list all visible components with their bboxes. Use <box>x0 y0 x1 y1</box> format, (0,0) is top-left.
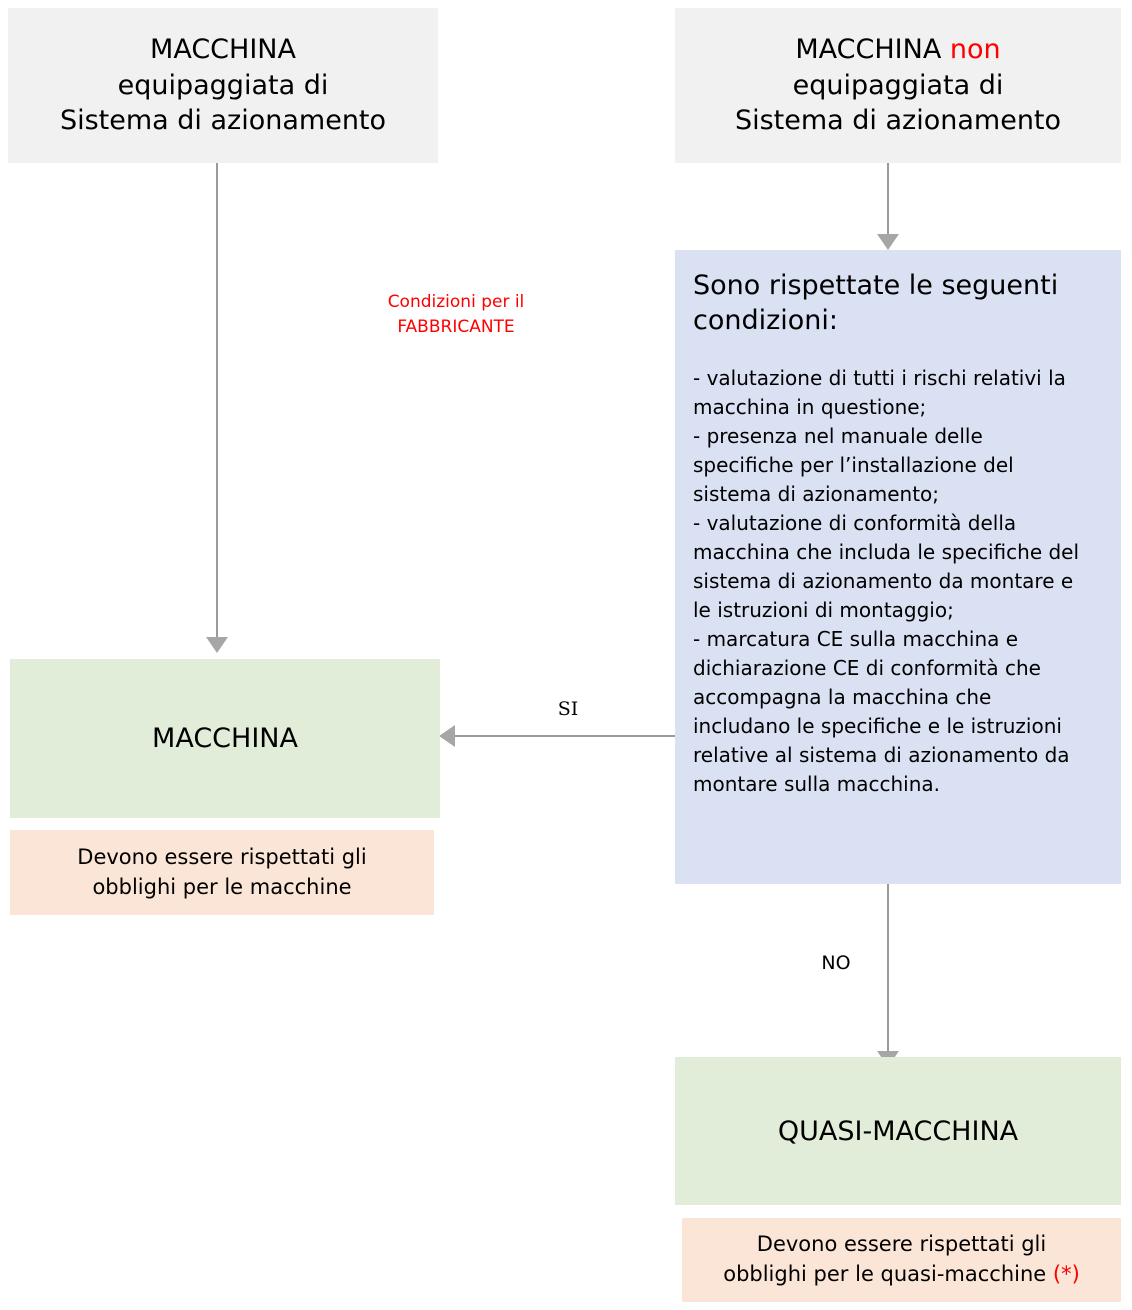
header-right-line1 <box>795 32 1000 68</box>
obligations-box-machine <box>10 830 434 915</box>
condition-line: sistema di azionamento da montare e <box>693 569 1074 594</box>
header-box-machine-with-drive <box>8 8 438 163</box>
connector-no-vertical <box>887 884 889 1052</box>
condition-line: includano le specifiche e le istruzioni <box>693 714 1062 739</box>
condition-line: sistema di azionamento; <box>693 482 940 507</box>
obligations-machine-line1: Devono essere rispettati gli <box>77 844 367 869</box>
arrowhead-left-down-icon <box>206 637 228 653</box>
conditions-box <box>675 250 1121 884</box>
connector-right-vertical <box>887 163 889 235</box>
header-right-line2: equipaggiata di <box>792 69 1004 101</box>
branch-label-yes: SI <box>557 698 579 720</box>
header-right-line3: Sistema di azionamento <box>734 105 1062 137</box>
conditions-title-line2: condizioni: <box>693 305 839 337</box>
condition-line: - valutazione di conformità della <box>693 511 1017 536</box>
condition-line: le istruzioni di montaggio; <box>693 598 954 623</box>
condition-line: dichiarazione CE di conformità che <box>693 656 1041 681</box>
condition-line: - marcatura CE sulla macchina e <box>693 627 1019 652</box>
conditions-title-line1: Sono rispettate le seguenti <box>693 270 1059 301</box>
condition-line: - valutazione di tutti i rischi relativi la <box>693 366 1066 391</box>
result-box-partly-completed-machinery <box>675 1057 1121 1205</box>
branch-label-no: NO <box>821 952 851 974</box>
header-right-line1-a: MACCHINA <box>795 34 950 66</box>
result-partly-completed-title: QUASI-MACCHINA <box>777 1115 1019 1147</box>
obligations-partly-footnote-marker: (*) <box>1052 1262 1080 1286</box>
condition-line: relative al sistema di azionamento da <box>693 743 1070 768</box>
obligations-partly-line2-text: obblighi per le quasi-macchine <box>723 1262 1053 1286</box>
header-left-line1: MACCHINA <box>150 34 296 66</box>
obligations-machine-line2: obblighi per le macchine <box>92 874 352 899</box>
arrowhead-yes-left-icon <box>439 725 455 747</box>
conditions-title <box>693 268 1107 338</box>
connector-yes-horizontal <box>455 735 675 737</box>
obligations-box-partly-completed-machinery <box>682 1218 1121 1302</box>
obligations-partly-line1: Devono essere rispettati gli <box>756 1232 1047 1257</box>
connector-left-vertical <box>216 163 218 637</box>
header-right-line1-negation: non <box>949 34 1001 66</box>
condition-line: macchina in questione; <box>693 395 927 420</box>
manufacturer-conditions-note <box>331 290 581 339</box>
header-left-line2: equipaggiata di <box>117 69 329 101</box>
manufacturer-note-line2: FABBRICANTE <box>397 316 515 337</box>
result-machine-title: MACCHINA <box>152 723 298 754</box>
condition-line: montare sulla macchina. <box>693 772 941 797</box>
result-box-machine <box>10 659 440 818</box>
header-left-line3: Sistema di azionamento <box>59 105 387 137</box>
condition-line: specifiche per l’installazione del <box>693 453 1014 478</box>
header-box-machine-without-drive <box>675 8 1121 163</box>
obligations-partly-line2 <box>723 1260 1080 1290</box>
manufacturer-note-line1: Condizioni per il <box>387 292 525 312</box>
condition-line: - presenza nel manuale delle <box>693 424 983 449</box>
conditions-list <box>693 364 1079 799</box>
arrowhead-right-down-icon <box>877 234 899 250</box>
condition-line: macchina che includa le specifiche del <box>693 540 1080 565</box>
condition-line: accompagna la macchina che <box>693 685 992 710</box>
